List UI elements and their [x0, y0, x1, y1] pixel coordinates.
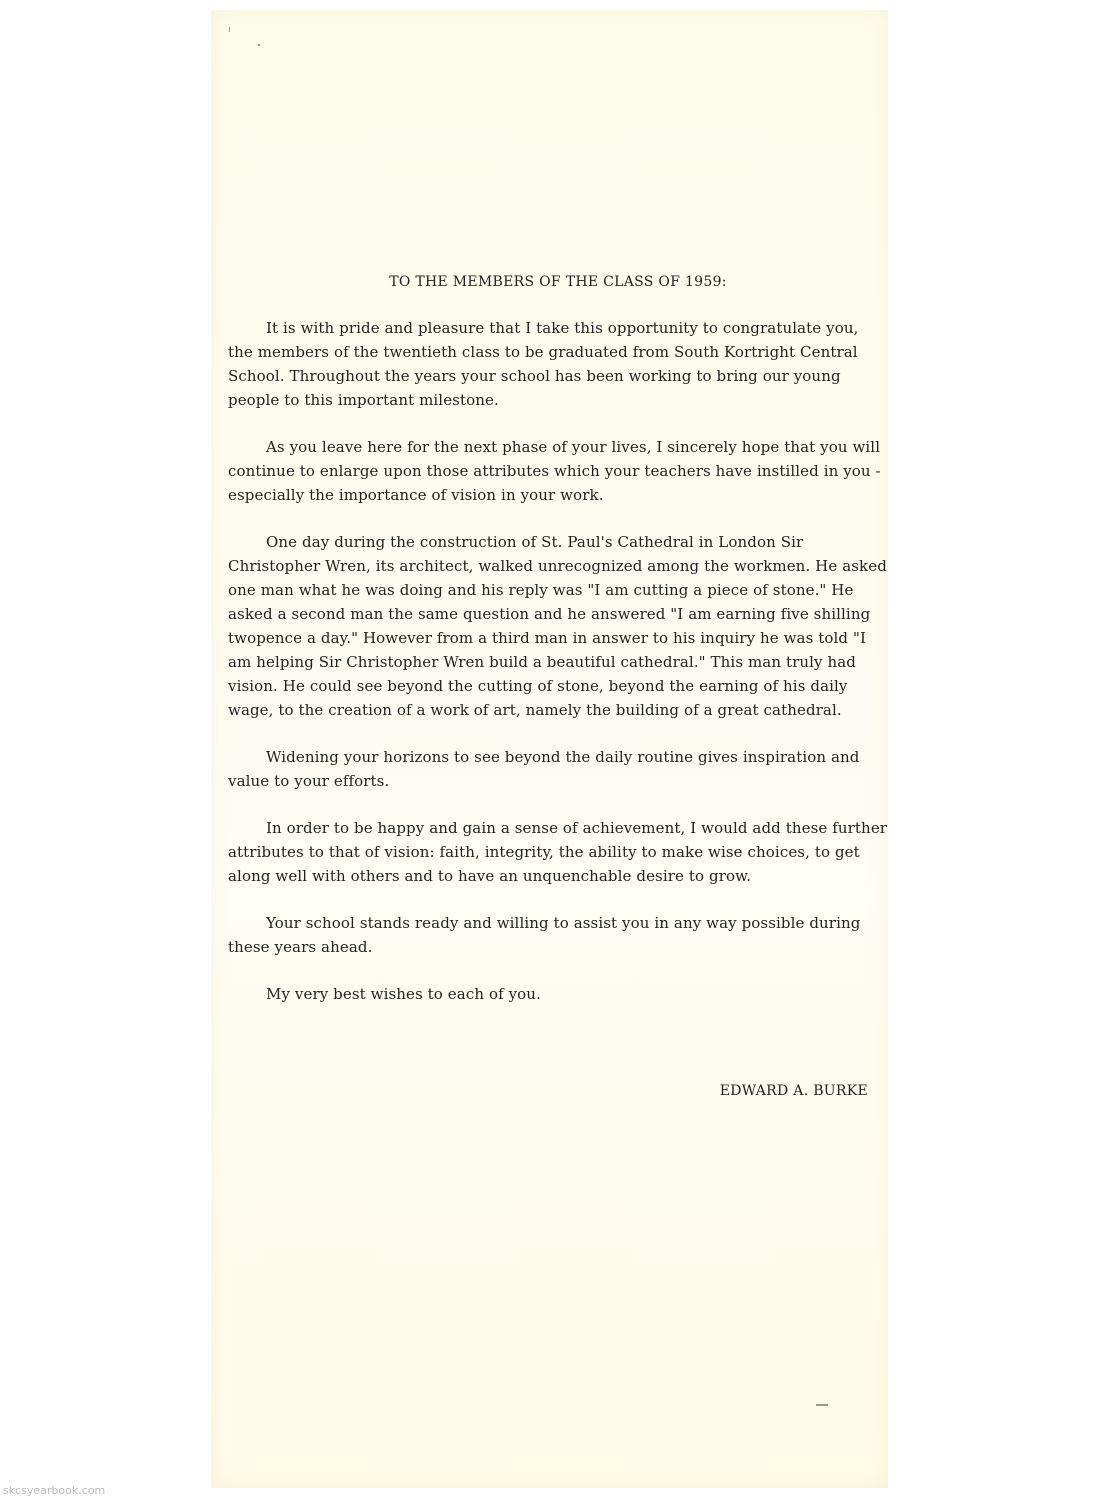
letter-paragraph-congratulations: It is with pride and pleasure that I take this opportunity to congratulate you, the members of the twentieth class to be graduated from South Kortright Central School. Throughout the years your school has been working to bring our young people to this important milestone. [228, 319, 859, 409]
letter-paragraph-horizons: Widening your horizons to see beyond the daily routine gives inspiration and value to your efforts. [228, 748, 860, 790]
letter-salutation: TO THE MEMBERS OF THE CLASS OF 1959: [389, 274, 727, 290]
letter-paragraph-assistance: Your school stands ready and willing to assist you in any way possible during these years ahead. [228, 914, 861, 956]
letter-paragraph-vision: As you leave here for the next phase of your lives, I sincerely hope that you will continue to enlarge upon those attributes which your teachers have instilled in you - especially the importance of vision in your work. [228, 438, 881, 504]
paper-speck [816, 1404, 828, 1406]
letter-body [228, 270, 888, 1029]
site-watermark: skcsyearbook.com [3, 1484, 106, 1497]
paper-speck [229, 27, 230, 32]
letter-paragraph-attributes: In order to be happy and gain a sense of achievement, I would add these further attributes to that of vision: faith, integrity, the ability to make wise choices, to get along well with others and to have an unquenchable desire to grow. [228, 819, 888, 885]
letter-signature: EDWARD A. BURKE [719, 1083, 868, 1099]
letter-paragraph-cathedral-story: One day during the construction of St. Paul's Cathedral in London Sir Christopher Wren, its architect, walked unrecognized among the workmen. He asked one man what he was doing and his reply was "I am cutting a piece of stone." He asked a second man the same question and he answered "I am earning five shilling twopence a day." However from a third man in answer to his inquiry he was told "I am helping Sir Christopher Wren build a beautiful cathedral." This man truly had vision. He could see beyond the cutting of stone, beyond the earning of his daily wage, to the creation of a work of art, namely the building of a great cathedral. [228, 533, 887, 719]
paper-speck [258, 44, 260, 46]
letter-paragraph-best-wishes: My very best wishes to each of you. [266, 985, 541, 1003]
